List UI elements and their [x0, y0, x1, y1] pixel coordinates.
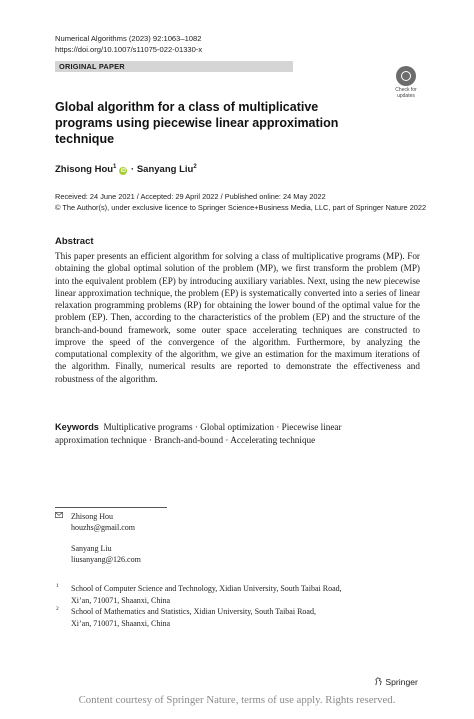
publisher-name: Springer	[385, 677, 418, 687]
copyright-notice: © The Author(s), under exclusive licence to Springer Science+Business Media, LLC, part of Springer Nature 2022	[55, 203, 427, 212]
check-updates-line1: Check for	[395, 87, 417, 93]
contact-email[interactable]: liusanyang@126.com	[71, 555, 141, 565]
envelope-icon	[55, 512, 63, 518]
doi-link[interactable]: https://doi.org/10.1007/s11075-022-01330-x	[55, 44, 203, 54]
author-name[interactable]: Zhisong Hou	[55, 164, 114, 175]
courtesy-notice: Content courtesy of Springer Nature, terms of use apply. Rights reserved.	[78, 694, 396, 706]
contact-entry	[71, 511, 135, 533]
publication-dates: Received: 24 June 2021 / Accepted: 29 April 2022 / Published online: 24 May 2022	[55, 192, 326, 201]
journal-header	[55, 34, 202, 55]
keywords-label: Keywords	[55, 422, 99, 432]
footnote-divider	[55, 507, 167, 508]
check-updates-label	[390, 87, 422, 99]
article-type-label: ORIGINAL PAPER	[59, 62, 125, 71]
author-list	[55, 160, 197, 177]
affiliation	[71, 606, 401, 629]
affiliation-number: 1	[56, 583, 59, 589]
contact-name: Sanyang Liu	[71, 544, 112, 553]
affiliation-number: 2	[56, 606, 59, 612]
affiliation	[71, 583, 401, 606]
contact-name: Zhisong Hou	[71, 512, 113, 521]
affiliation-line: Xi’an, 710071, Shaanxi, China	[71, 618, 171, 628]
keywords-text: Multiplicative programs · Global optimization · Piecewise linear approximation technique · Branch-and-bound · Accelerating technique	[55, 422, 342, 445]
keywords-section	[55, 421, 355, 447]
article-type-badge	[55, 61, 293, 72]
check-for-updates-button[interactable]	[390, 66, 422, 102]
author-affiliation-marker: 1	[113, 164, 117, 170]
springer-horse-icon	[374, 677, 383, 686]
publication-info	[55, 191, 426, 213]
orcid-icon[interactable]: iD	[120, 168, 126, 174]
affiliation-line: Xi’an, 710071, Shaanxi, China	[71, 595, 171, 605]
affiliation-line: School of Computer Science and Technology, Xidian University, South Taibai Road,	[71, 584, 342, 593]
publisher-logo	[374, 677, 418, 687]
author-separator: ·	[131, 164, 135, 175]
abstract-text: This paper presents an efficient algorithm for solving a class of multiplicative programs (MP). For obtaining the global optimal solution of the problem (MP), we first transform the problem (MP) into the equivalent problem (EP) by introducing auxiliary variables. Next, using the new piecewise linear approximation technique, the problem (EP) is systematically converted into a series of linear relaxation programming problems (RP) for obtaining the lower bound of the optimal value for the problem (EP). Then, according to the characteristics of the problem (EP) and the structure of the branch-and-bound framework, some outer space accelerating techniques are constructed to improve the speed of the convergence of the algorithm. Furthermore, by analyzing the computational complexity of the algorithm, we give an estimation for the maximum iterations of the algorithm. Finally, numerical results are reported to demonstrate the effectiveness and robustness of the algorithm.	[55, 251, 420, 384]
journal-citation: Numerical Algorithms (2023) 92:1063–1082	[55, 34, 202, 43]
contact-entry	[71, 543, 141, 565]
bookmark-icon	[396, 66, 416, 86]
article-title: Global algorithm for a class of multiplicative programs using piecewise linear approximation technique	[55, 100, 339, 146]
affiliation-line: School of Mathematics and Statistics, Xidian University, South Taibai Road,	[71, 607, 316, 616]
check-updates-line2: updates	[397, 93, 415, 99]
abstract-heading: Abstract	[55, 236, 94, 247]
contact-email[interactable]: houzhs@gmail.com	[71, 523, 136, 533]
author-name[interactable]: Sanyang Liu	[136, 164, 194, 175]
author-affiliation-marker: 2	[193, 164, 197, 170]
